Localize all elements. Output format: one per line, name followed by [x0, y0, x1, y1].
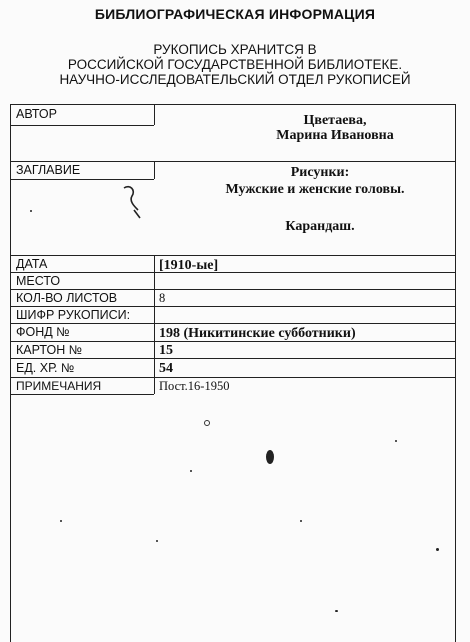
- divider-author: [10, 161, 456, 162]
- notes-label-underline: [10, 394, 154, 395]
- divider-sheets: [10, 306, 456, 307]
- title-line-3: Карандаш.: [285, 219, 355, 234]
- notes-label: ПРИМЕЧАНИЯ: [16, 379, 102, 393]
- storage-line-3: НАУЧНО-ИССЛЕДОВАТЕЛЬСКИЙ ОТДЕЛ РУКОПИСЕЙ: [59, 72, 411, 87]
- ink-speck: [395, 440, 397, 442]
- ink-speck: [30, 210, 32, 212]
- storage-line-2: РОССИЙСКОЙ ГОСУДАРСТВЕННОЙ БИБЛИОТЕКЕ.: [67, 57, 403, 72]
- author-name: Марина Ивановна: [276, 128, 394, 143]
- divider-title: [10, 255, 456, 256]
- box-label: КАРТОН №: [16, 343, 83, 357]
- title-label-underline: [10, 179, 154, 180]
- author-label: АВТОР: [16, 107, 57, 121]
- notes-value: Пост.16-1950: [159, 379, 230, 393]
- storage-line-1: РУКОПИСЬ ХРАНИТСЯ В: [153, 42, 317, 57]
- unit-label: ЕД. ХР. №: [16, 361, 75, 375]
- divider-box: [10, 358, 456, 359]
- cipher-label: ШИФР РУКОПИСИ:: [16, 308, 131, 322]
- ink-speck: [436, 548, 439, 551]
- sheets-label: КОЛ-ВО ЛИСТОВ: [16, 291, 118, 305]
- title-label-border: [154, 161, 155, 179]
- title-line-2: Мужские и женские головы.: [225, 182, 405, 197]
- divider-cipher: [10, 323, 456, 324]
- divider-date: [10, 272, 456, 273]
- divider-unit: [10, 377, 456, 378]
- ink-speck: [300, 520, 302, 522]
- sheets-value: 8: [159, 291, 166, 305]
- author-label-border: [154, 104, 155, 125]
- ink-speck: [204, 420, 210, 426]
- ink-speck: [335, 610, 338, 612]
- unit-value: 54: [159, 361, 173, 376]
- divider-place: [10, 289, 456, 290]
- title-label: ЗАГЛАВИЕ: [16, 163, 81, 177]
- ink-speck: [156, 540, 158, 542]
- author-surname: Цветаева,: [303, 113, 367, 128]
- date-value: [1910-ые]: [159, 258, 219, 273]
- ink-speck: [190, 470, 192, 472]
- document-title: БИБЛИОГРАФИЧЕСКАЯ ИНФОРМАЦИЯ: [94, 6, 376, 22]
- date-label: ДАТА: [16, 257, 48, 271]
- box-value: 15: [159, 343, 173, 358]
- author-label-underline: [10, 125, 154, 126]
- place-label: МЕСТО: [16, 274, 61, 288]
- ink-blot: [266, 450, 274, 464]
- title-line-1: Рисунки:: [290, 165, 350, 180]
- pen-mark: [120, 184, 150, 220]
- fond-value: 198 (Никитинские субботники): [159, 326, 356, 341]
- ink-speck: [60, 520, 62, 522]
- fond-label: ФОНД №: [16, 325, 70, 339]
- label-column-border: [154, 255, 155, 394]
